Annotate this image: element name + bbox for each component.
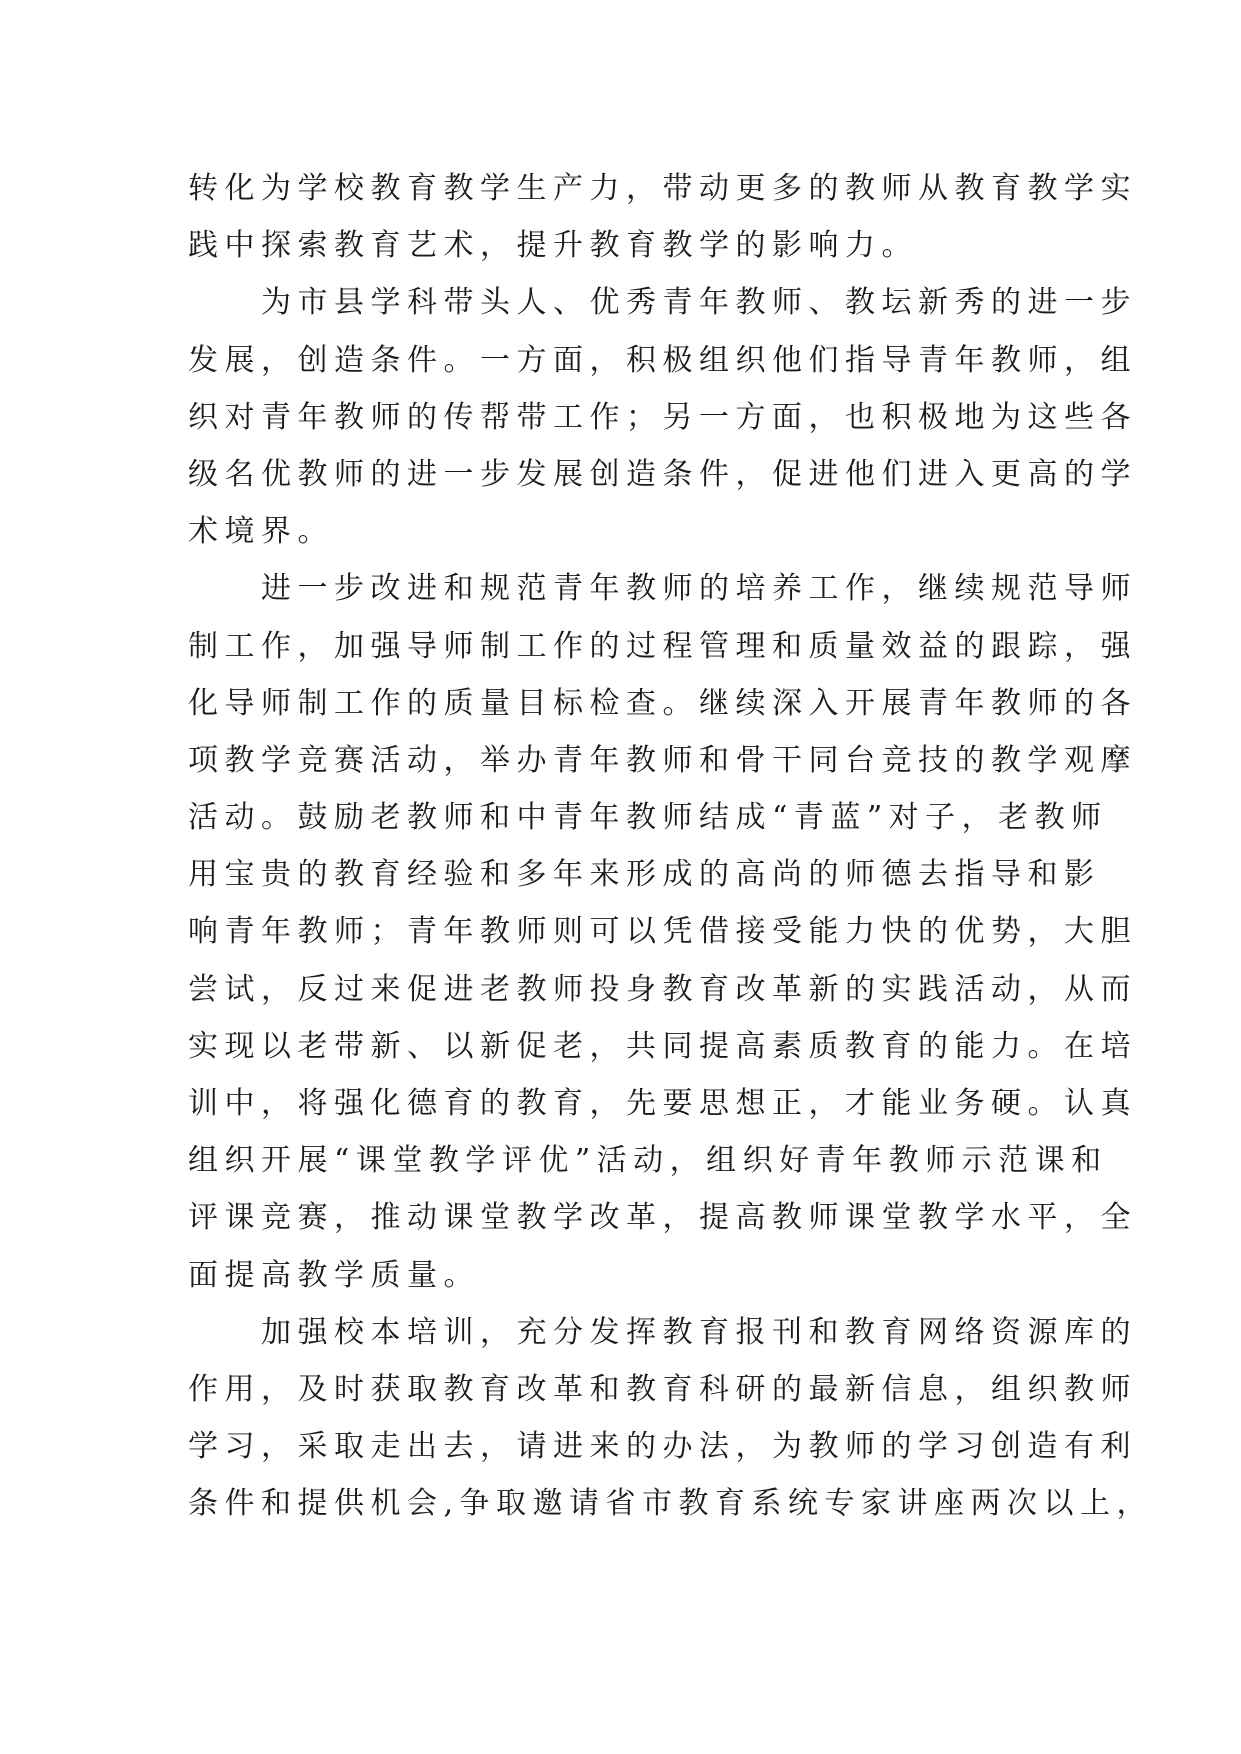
text-line: 学习，采取走出去，请进来的办法，为教师的学习创造有利: [188, 1429, 1137, 1465]
text-line: 响青年教师；青年教师则可以凭借接受能力快的优势，大胆: [188, 914, 1137, 950]
text-line: 评课竞赛，推动课堂教学改革，提高教师课堂教学水平，全: [188, 1200, 1137, 1236]
text-line: 项教学竞赛活动，举办青年教师和骨干同台竞技的教学观摩: [188, 742, 1137, 778]
text-line: 面提高教学质量。: [188, 1257, 480, 1293]
text-line: 制工作，加强导师制工作的过程管理和质量效益的跟踪，强: [188, 628, 1137, 664]
text-line: 尝试，反过来促进老教师投身教育改革新的实践活动，从而: [188, 971, 1137, 1007]
document-body: [188, 160, 1154, 1533]
text-line: 为市县学科带头人、优秀青年教师、教坛新秀的进一步: [188, 285, 1137, 321]
text-line: 践中探索教育艺术，提升教育教学的影响力。: [188, 228, 918, 264]
text-line: 加强校本培训，充分发挥教育报刊和教育网络资源库的: [188, 1314, 1137, 1350]
paragraph: [188, 560, 1137, 1303]
text-line: 术境界。: [188, 514, 334, 550]
text-line: 织对青年教师的传帮带工作；另一方面，也积极地为这些各: [188, 399, 1137, 435]
text-line: 活动。鼓励老教师和中青年教师结成“青蓝”对子，老教师: [188, 800, 1108, 836]
paragraph: [188, 1304, 1154, 1533]
text-line: 作用，及时获取教育改革和教育科研的最新信息，组织教师: [188, 1371, 1137, 1407]
text-line: 组织开展“课堂教学评优”活动，组织好青年教师示范课和: [188, 1143, 1108, 1179]
text-line: 化导师制工作的质量目标检查。继续深入开展青年教师的各: [188, 685, 1137, 721]
text-line: 发展，创造条件。一方面，积极组织他们指导青年教师，组: [188, 342, 1137, 378]
text-line: 训中，将强化德育的教育，先要思想正，才能业务硬。认真: [188, 1086, 1137, 1121]
text-line: 进一步改进和规范青年教师的培养工作，继续规范导师: [188, 571, 1137, 607]
paragraph: [188, 274, 1137, 560]
text-line: 条件和提供机会,争取邀请省市教育系统专家讲座两次以上，: [188, 1486, 1154, 1522]
text-line: 实现以老带新、以新促老，共同提高素质教育的能力。在培: [188, 1028, 1137, 1064]
text-line: 用宝贵的教育经验和多年来形成的高尚的师德去指导和影: [188, 857, 1101, 893]
paragraph: [188, 160, 1137, 274]
text-line: 转化为学校教育教学生产力，带动更多的教师从教育教学实: [188, 171, 1137, 206]
text-line: 级名优教师的进一步发展创造条件，促进他们进入更高的学: [188, 456, 1137, 492]
